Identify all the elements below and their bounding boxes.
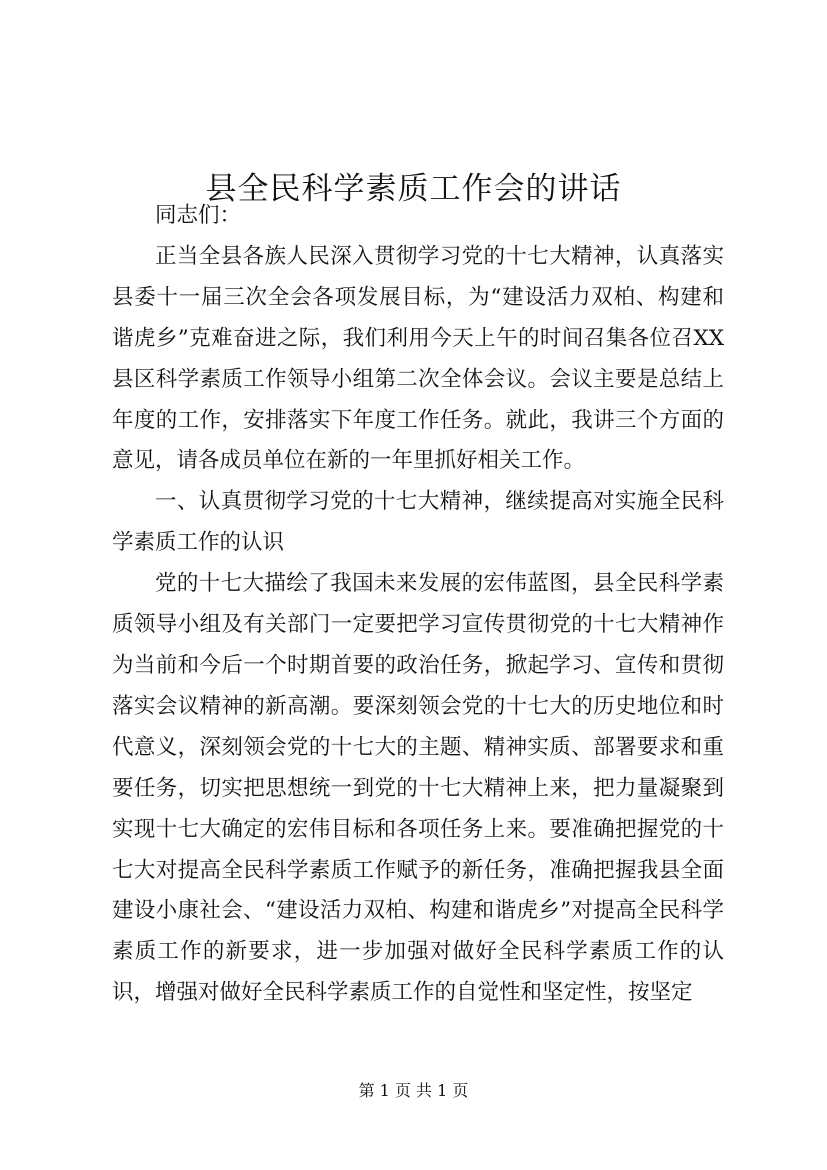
salutation-paragraph: 同志们： [155,203,242,228]
section-heading: 一、认真贯彻学习党的十七大精神，继续提高对实施全民科学素质工作的认识 [112,489,724,556]
body-paragraph: 党的十七大描绘了我国未来发展的宏伟蓝图，县全民科学素质领导小组及有关部门一定要把学习宣传贯彻党的十七大精神作为当前和今后一个时期首要的政治任务，掀起学习、宣传和贯彻落实会议精神的新高潮。要深刻领会党的十七大的历史地位和时代意义，深刻领会党的十七大的主题、精神实质、部署要求和重要任务，切实把思想统一到党的十七大精神上来，把力量凝聚到实现十七大确定的宏伟目标和各项任务上来。要准确把握党的十七大对提高全民科学素质工作赋予的新任务，准确把握我县全面建设小康社会、“建设活力双柏、构建和谐虎乡”对提高全民科学素质工作的新要求，进一步加强对做好全民科学素质工作的认识，增强对做好全民科学素质工作的自觉性和坚定性，按坚定 [112,571,724,1006]
body-paragraph: 正当全县各族人民深入贯彻学习党的十七大精神，认真落实县委十一届三次全会各项发展目标，为“建设活力双柏、构建和谐虎乡”克难奋进之际，我们利用今天上午的时间召集各位召XX县区科学素质工作领导小组第二次全体会议。会议主要是总结上年度的工作，安排落实下年度工作任务。就此，我讲三个方面的意见，请各成员单位在新的一年里抓好相关工作。 [112,243,724,474]
page-footer: 第 1 页 共 1 页 [358,1081,469,1100]
document-body [112,196,724,1014]
document-title: 县全民科学素质工作会的讲话 [205,170,622,207]
